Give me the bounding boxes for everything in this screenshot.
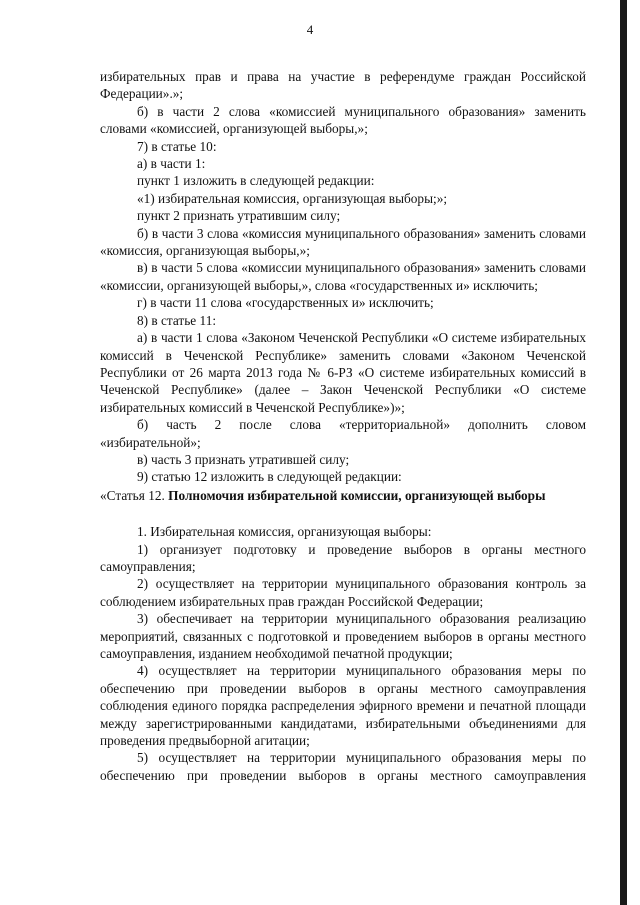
paragraph: 5) осуществляет на территории муниципального образования меры по обеспечению при проведении выборов в органы местного самоуправления: [100, 750, 586, 783]
paragraph: пункт 1 изложить в следующей редакции:: [137, 173, 375, 189]
article-prefix: «Статья 12.: [100, 487, 165, 503]
paragraph: 8) в статье 11:: [137, 312, 217, 328]
paragraph: 4) осуществляет на территории муниципального образования меры по обеспечению при проведении выборов в органы местного самоуправления соблюдения единого порядка распределения эфирного времени и печатной площади между зарегистрированными кандидатами, избирательными объединениями для проведения предвыборной агитации;: [100, 663, 586, 749]
scan-page-edge: [620, 0, 627, 905]
paragraph: в) часть 3 признать утратившей силу;: [137, 451, 350, 467]
page-number: 4: [306, 22, 314, 37]
paragraph: б) в части 3 слова «комиссия муниципального образования» заменить словами «комиссия, организующая выборы,»;: [100, 225, 586, 259]
paragraph: 2) осуществляет на территории муниципального образования контроль за соблюдением избирательных прав граждан Российской Федерации;: [100, 576, 586, 609]
paragraph: 9) статью 12 изложить в следующей редакции:: [137, 469, 402, 485]
paragraph: б) в части 2 слова «комиссией муниципального образования» заменить словами «комиссией, организующей выборы,»;: [100, 103, 586, 137]
article-heading: [100, 487, 586, 504]
paragraph: 3) обеспечивает на территории муниципального образования реализацию мероприятий, связанных с подготовкой и проведением выборов в органы местного самоуправления, изданием необходимой печатной продукции;: [100, 611, 586, 661]
document-body: [100, 68, 586, 784]
paragraph: «1) избирательная комиссия, организующая выборы;»;: [137, 190, 448, 206]
article-title: Полномочия избирательной комиссии, организующей выборы: [168, 487, 546, 503]
paragraph: 1) организует подготовку и проведение выборов в органы местного самоуправления;: [100, 541, 586, 574]
paragraph: в) в части 5 слова «комиссии муниципального образования» заменить словами «комиссии, организующей выборы,», слова «государственных и» исключить;: [100, 260, 586, 293]
paragraph: избирательных прав и права на участие в референдуме граждан Российской Федерации».»;: [100, 69, 586, 102]
paragraph: 1. Избирательная комиссия, организующая выборы:: [137, 524, 432, 540]
paragraph: а) в части 1 слова «Законом Чеченской Республики «О системе избирательных комиссий в Чеченской Республике» заменить словами «Законом Чеченской Республики от 26 марта 2013 года № 6-РЗ «О системе избирательных комиссий в Чеченской Республике» (далее – Закон Чеченской Республики «О системе избирательных комиссий в Чеченской Республике»)»;: [100, 330, 586, 415]
amendments-section: [100, 68, 586, 486]
paragraph: 7) в статье 10:: [137, 138, 217, 154]
paragraph: а) в части 1:: [137, 156, 206, 172]
paragraph: г) в части 11 слова «государственных и» исключить;: [137, 295, 434, 311]
paragraph: б) часть 2 после слова «территориальной» дополнить словом «избирательной»;: [100, 417, 586, 450]
article-12-section: [100, 523, 586, 784]
paragraph: пункт 2 признать утратившим силу;: [137, 208, 341, 224]
